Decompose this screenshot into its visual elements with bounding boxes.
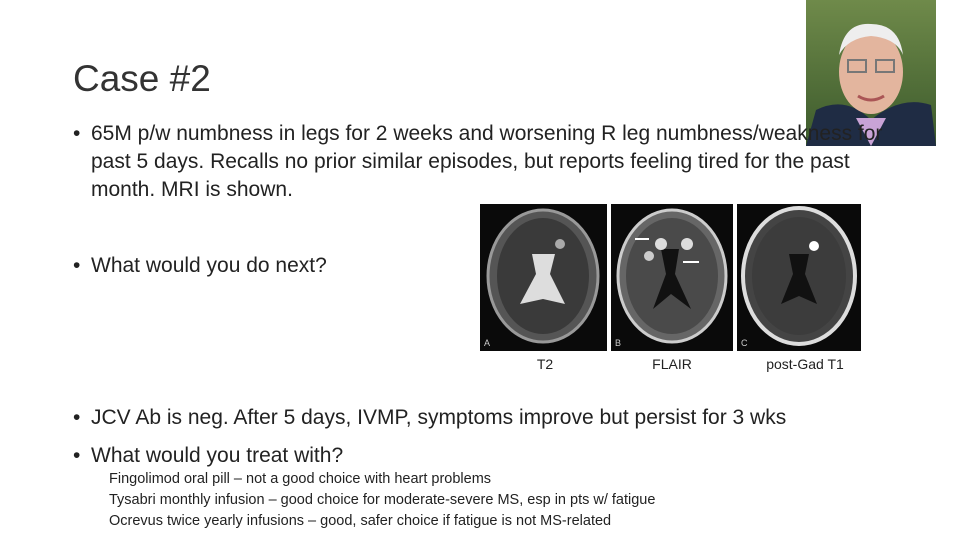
mri-flair-image [611, 204, 733, 351]
mri-t2-image [480, 204, 607, 351]
bullet-next-step: • What would you do next? [73, 254, 327, 277]
slide-title: Case #2 [73, 58, 211, 99]
caption-t2: T2 [536, 356, 554, 372]
bullet-jcv: • JCV Ab is neg. After 5 days, IVMP, symptoms improve but persist for 3 wks [73, 406, 787, 429]
caption-flair: FLAIR [652, 356, 692, 372]
bullet-history: • 65M p/w numbness in legs for 2 weeks and worsening R leg numbness/weakness for past 5 days. Recalls no prior similar episodes, but reports feeling tired for the past month. MRI is shown. [73, 122, 883, 201]
treatment-ocrevus: Ocrevus twice yearly infusions – good, safer choice if fatigue is not MS-related [109, 513, 612, 529]
treatment-fingolimod: Fingolimod oral pill – not a good choice with heart problems [109, 471, 492, 487]
svg-text:C: C [741, 338, 748, 348]
mri-postgad-t1-image [737, 204, 861, 351]
svg-text:B: B [615, 338, 622, 348]
svg-text:A: A [484, 338, 491, 348]
treatment-tysabri: Tysabri monthly infusion – good choice for moderate-severe MS, esp in pts w/ fatigue [109, 492, 656, 508]
bullet-treat: • What would you treat with? [73, 444, 344, 467]
caption-post-gad-t1: post-Gad T1 [766, 356, 844, 372]
